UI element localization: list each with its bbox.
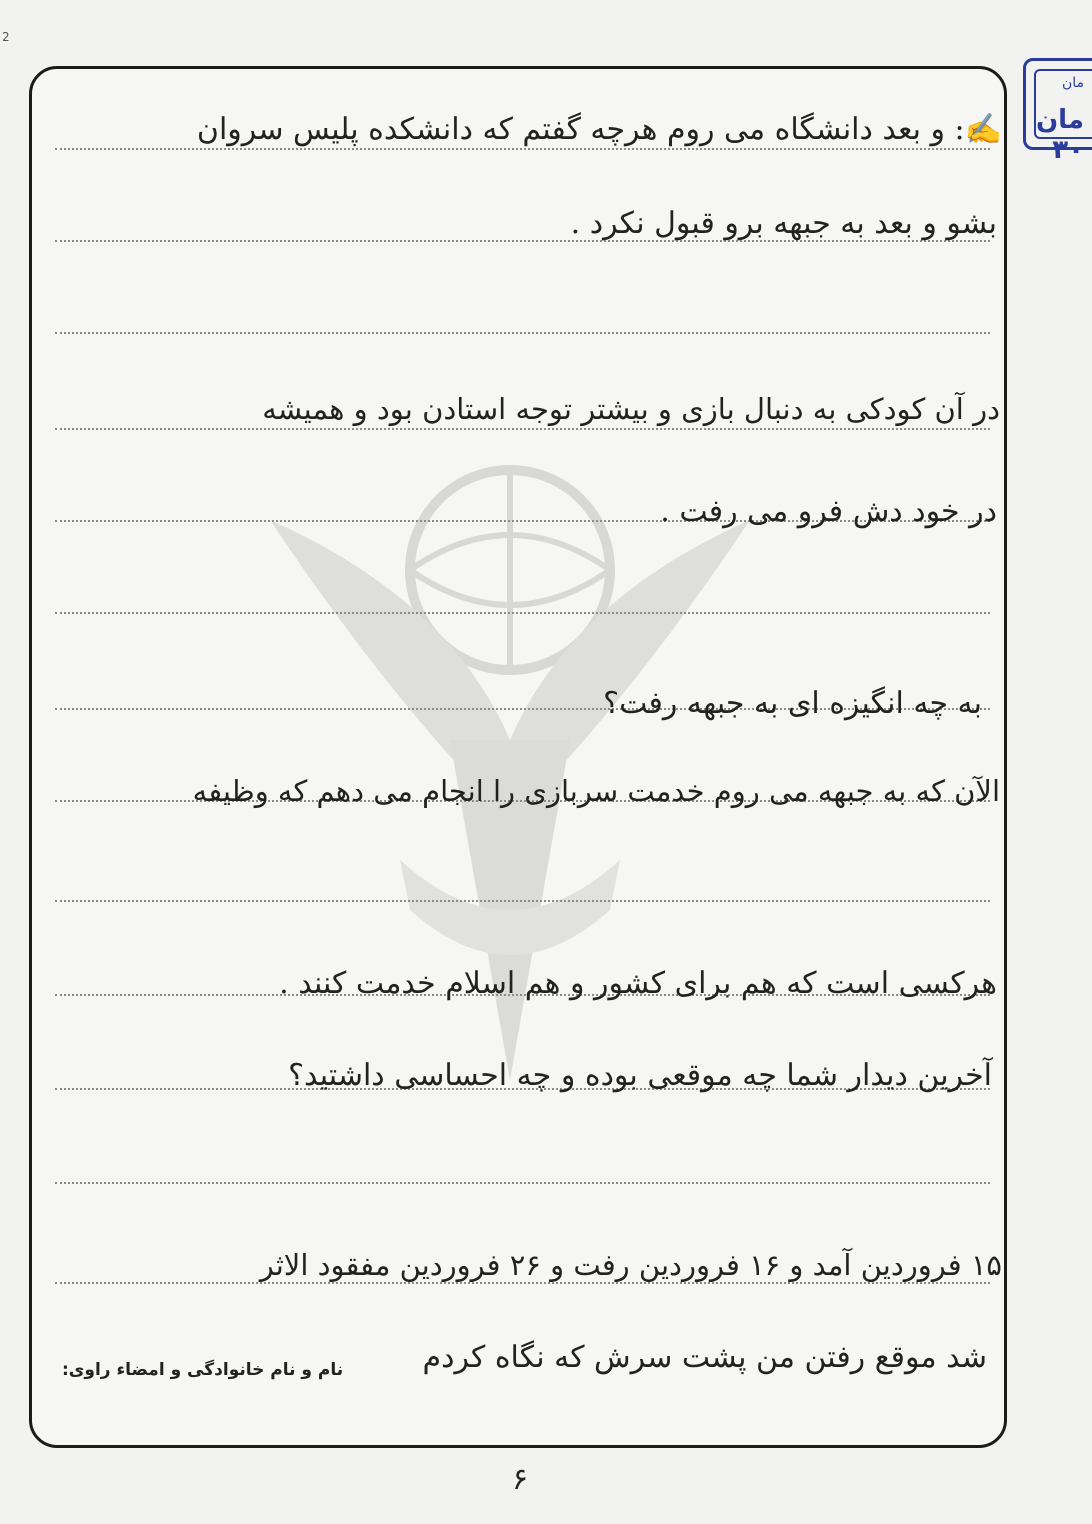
handwritten-line-10: شد موقع رفتن من پشت سرش که نگاه کردم — [422, 1340, 987, 1375]
handwritten-line-1: ✍: و بعد دانشگاه می روم هرچه گفتم که دانشکده پلیس سروان — [196, 112, 1002, 147]
narrator-signature-label: نام و نام خانوادگی و امضاء راوی: — [62, 1360, 344, 1380]
page-number: ۶ — [511, 1462, 529, 1497]
ruled-line — [55, 900, 990, 902]
corner-mark: 2 — [2, 30, 10, 44]
ruled-line — [55, 148, 990, 150]
handwritten-line-8: آخرین دیدار شما چه موقعی بوده و چه احساسی داشتید؟ — [288, 1058, 992, 1093]
ruled-line — [55, 1282, 990, 1284]
stamp-text-bottom: مان ۳۰ — [1035, 105, 1084, 165]
handwritten-line-5: به چه انگیزه ای به جبهه رفت؟ — [603, 686, 982, 721]
emblem-watermark — [250, 440, 770, 1100]
handwritten-line-9: ۱۵ فروردین آمد و ۱۶ فروردین رفت و ۲۶ فروردین مفقود الاثر — [259, 1248, 1002, 1282]
ruled-line — [55, 612, 990, 614]
handwritten-line-7: هرکسی است که هم برای کشور و هم اسلام خدمت کنند . — [279, 966, 997, 1001]
handwritten-line-2: بشو و بعد به جبهه برو قبول نکرد . — [570, 206, 997, 241]
stamp-text-top: مان — [1061, 75, 1084, 91]
ruled-line — [55, 332, 990, 334]
ink-stamp — [1023, 58, 1092, 165]
ruled-line — [55, 1182, 990, 1184]
handwritten-line-6: الآن که به جبهه می روم خدمت سربازی را انجام می دهم که وظیفه — [192, 774, 1000, 808]
handwritten-line-3: در آن کودکی به دنبال بازی و بیشتر توجه استادن بود و همیشه — [262, 392, 1000, 426]
ruled-line — [55, 428, 990, 430]
handwritten-line-4: در خود دش فرو می رفت . — [660, 494, 997, 529]
